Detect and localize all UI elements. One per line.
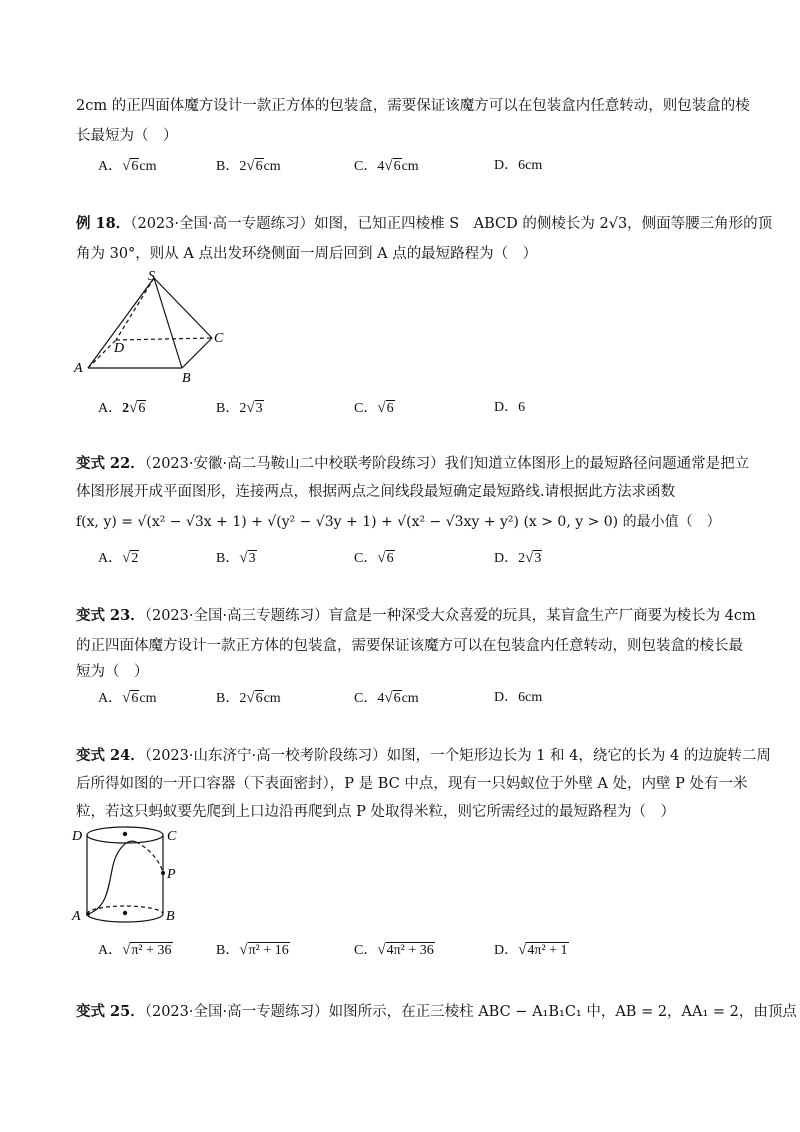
variant-25-line-1: 变式 25．（2023·全国·高一专题练习）如图所示，在正三棱柱 ABC − A₁B₁C₁ 中，AB = 2，AA₁ = 2，由顶点: [76, 1003, 797, 1020]
example-18-line-1: 例 18．（2023·全国·高一专题练习）如图，已知正四棱椎 S ABCD 的侧棱长为 2√3，侧面等腰三角形的顶: [76, 215, 773, 232]
option-d: D．√4π² + 1: [494, 942, 568, 958]
option-b: B．√π² + 16: [216, 942, 289, 958]
variant-23-label: 变式 23．: [76, 607, 145, 624]
option-d: D．6cm: [494, 158, 543, 173]
example-18-label: 例 18．: [76, 215, 131, 232]
variant-22-label: 变式 22．: [76, 455, 145, 472]
label-b: B: [182, 371, 191, 386]
label-d: D: [114, 341, 125, 356]
label-d: D: [72, 829, 83, 844]
option-b: B．2√6cm: [216, 158, 281, 174]
option-d: D．6cm: [494, 690, 543, 705]
pyramid-figure: [70, 268, 240, 392]
label-c: C: [167, 829, 177, 844]
option-a: A．√6cm: [98, 690, 157, 706]
variant-22-line-1: 变式 22．（2023·安徽·高二马鞍山二中校联考阶段练习）我们知道立体图形上的最短路径问题通常是把立: [76, 455, 750, 472]
label-b: B: [166, 909, 175, 924]
variant-24-line-1: 变式 24．（2023·山东济宁·高一校考阶段练习）如图，一个矩形边长为 1 和 4，绕它的长为 4 的边旋转二周: [76, 747, 771, 764]
option-a: A．√2: [98, 550, 139, 566]
variant-24-line-2: 后所得如图的一开口容器（下表面密封），P 是 BC 中点，现有一只妈蚁位于外壁 A 处，内壁 P 处有一米: [76, 776, 748, 792]
variant-23-line-1: 变式 23．（2023·全国·高三专题练习）盲盒是一种深受大众喜爱的玩具，某盲盒生产厂商要为棱长为 4cm: [76, 607, 756, 624]
option-a: A．√π² + 36: [98, 942, 172, 958]
option-d: D．2√3: [494, 550, 542, 566]
prev-question-line-2: 长最短为（ ）: [76, 128, 178, 144]
variant-24-label: 变式 24．: [76, 747, 145, 764]
variant-23-line-3: 短为（ ）: [76, 664, 149, 680]
variant-22-line-2: 体图形展开成平面图形，连接两点，根据两点之间线段最短确定最短路线.请根据此方法求函数: [76, 484, 676, 500]
variant-24-line-3: 粒，若这只蚂蚁要先爬到上口边沿再爬到点 P 处取得米粒，则它所需经过的最短路程为（ ）: [76, 804, 675, 820]
option-b: B．2√6cm: [216, 690, 281, 706]
label-a: A: [74, 361, 83, 376]
option-c: C．√4π² + 36: [354, 942, 434, 958]
option-a: A．2√6: [98, 400, 146, 416]
variant-25-label: 变式 25．: [76, 1003, 145, 1020]
option-b: B．√3: [216, 550, 256, 566]
option-c: C．4√6cm: [354, 690, 419, 706]
label-a: A: [72, 909, 81, 924]
option-c: C．4√6cm: [354, 158, 419, 174]
option-d: D．6: [494, 400, 526, 415]
cylinder-figure: [68, 820, 198, 939]
option-c: C．√6: [354, 400, 394, 416]
variant-22-formula: f(x, y) = √(x² − √3x + 1) + √(y² − √3y + 1) + √(x² − √3xy + y²) (x > 0, y > 0) 的最小值（ ）: [76, 514, 721, 530]
variant-23-line-2: 的正四面体魔方设计一款正方体的包装盒，需要保证该魔方可以在包装盒内任意转动，则包装盒的棱长最: [76, 638, 743, 654]
prev-question-line-1: 2cm 的正四面体魔方设计一款正方体的包装盒，需要保证该魔方可以在包装盒内任意转动，则包装盒的棱: [76, 98, 750, 114]
option-b: B．2√3: [216, 400, 263, 416]
option-a: A．√6cm: [98, 158, 157, 174]
label-c: C: [214, 331, 224, 346]
label-s: S: [148, 269, 155, 284]
example-18-line-2: 角为 30°，则从 A 点出发环绕侧面一周后回到 A 点的最短路程为（ ）: [76, 246, 538, 262]
label-p: P: [167, 867, 176, 882]
option-c: C．√6: [354, 550, 394, 566]
